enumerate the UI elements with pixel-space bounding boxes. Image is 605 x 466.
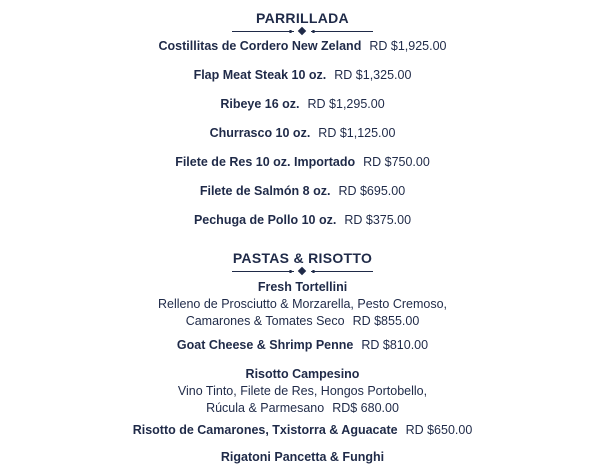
menu-item <box>0 183 605 200</box>
section-title-parrillada: PARRILLADA <box>256 10 349 26</box>
menu-item-price: RD $1,125.00 <box>318 126 396 140</box>
menu-item-name: Risotto Campesino <box>245 367 360 381</box>
menu-item-name: Filete de Res 10 oz. Importado <box>175 155 356 169</box>
menu-item-name: Flap Meat Steak 10 oz. <box>193 68 327 82</box>
menu-item-name: Churrasco 10 oz. <box>209 126 311 140</box>
menu-item-name: Goat Cheese & Shrimp Penne <box>176 338 354 352</box>
menu-item-name: Pechuga de Pollo 10 oz. <box>193 213 337 227</box>
menu-item <box>0 125 605 142</box>
menu-item <box>0 96 605 113</box>
menu-item-name: Filete de Salmón 8 oz. <box>199 184 331 198</box>
menu-item-price: RD$ 680.00 <box>332 401 399 415</box>
menu-item-price: RD $1,295.00 <box>307 97 385 111</box>
diamond-ornament-icon <box>298 27 306 35</box>
diamond-ornament-icon <box>298 267 306 275</box>
menu-item <box>0 279 605 330</box>
menu-item-name: Costillitas de Cordero New Zeland <box>158 39 362 53</box>
menu-item-description: Camarones & Tomates Seco <box>185 314 345 328</box>
menu-item-description: Relleno de Prosciutto & Morzarella, Pesto Cremoso, <box>157 297 447 311</box>
menu-item <box>0 154 605 171</box>
menu-item <box>0 38 605 55</box>
menu-item <box>0 67 605 84</box>
menu-item-description: Rúcula & Parmesano <box>206 401 325 415</box>
menu-item-price: RD $810.00 <box>361 338 429 352</box>
menu-item <box>0 212 605 229</box>
menu-item <box>0 422 605 439</box>
menu-item <box>0 337 605 354</box>
menu-item-price: RD $375.00 <box>344 213 412 227</box>
menu-item-name: Risotto de Camarones, Txistorra & Aguacate <box>132 423 398 437</box>
menu-item-price: RD $650.00 <box>405 423 473 437</box>
menu-item-name: Ribeye 16 oz. <box>220 97 300 111</box>
menu-item <box>0 366 605 417</box>
section-divider <box>0 28 605 36</box>
menu-item-price: RD $1,325.00 <box>334 68 412 82</box>
menu-item-price: RD $855.00 <box>352 314 420 328</box>
section-divider <box>0 268 605 276</box>
menu-item-price: RD $695.00 <box>338 184 406 198</box>
menu-item-description: Vino Tinto, Filete de Res, Hongos Portobello, <box>177 384 428 398</box>
section-title-pastas-risotto: PASTAS & RISOTTO <box>232 250 373 266</box>
menu-item <box>0 449 605 466</box>
menu-item-price: RD $1,925.00 <box>369 39 447 53</box>
menu-item-name: Fresh Tortellini <box>257 280 348 294</box>
menu-item-price: RD $750.00 <box>363 155 430 169</box>
menu-item-name: Rigatoni Pancetta & Funghi <box>220 450 385 464</box>
